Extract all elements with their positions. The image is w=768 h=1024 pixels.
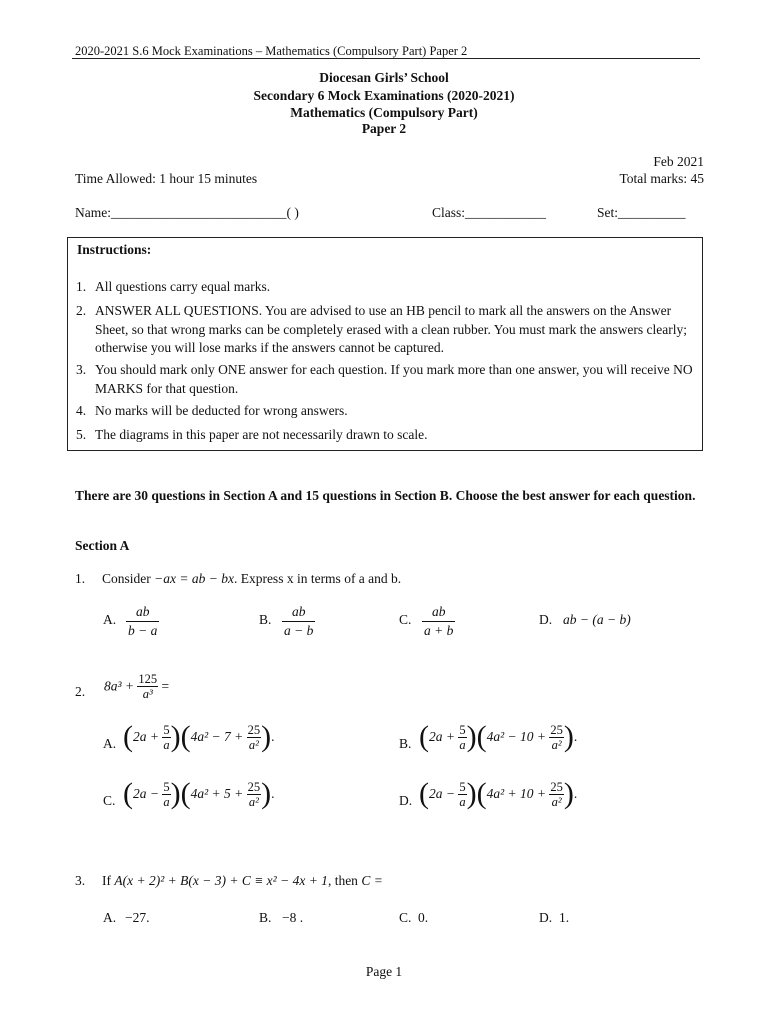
factor-term: 2a − bbox=[429, 786, 455, 801]
section-heading: Section A bbox=[75, 538, 130, 553]
subject-title: Mathematics (Compulsory Part) bbox=[290, 105, 478, 120]
fraction-denominator: a bbox=[459, 737, 466, 752]
instruction-item bbox=[76, 361, 696, 398]
option-letter: C. bbox=[103, 793, 116, 808]
total-marks: Total marks: 45 bbox=[619, 171, 704, 186]
q1-equation: −ax = ab − bx bbox=[154, 571, 234, 586]
fraction-denominator: a − b bbox=[284, 623, 314, 638]
question-stem bbox=[102, 873, 383, 889]
fraction-denominator: a bbox=[163, 737, 170, 752]
factor-term: 2a + bbox=[429, 729, 455, 744]
page-number: Page 1 bbox=[365, 964, 403, 979]
option-letter: B. bbox=[399, 736, 412, 751]
fraction-numerator: 5 bbox=[459, 779, 466, 794]
factor-term: 2a + bbox=[133, 729, 159, 744]
option-c-expression: (2a − $\frac{5}{a}$ )(4a² + 5 + $\frac{25}{\text{a²}}$ ). bbox=[123, 777, 275, 810]
factor-term: 4a² + 5 + bbox=[190, 786, 244, 801]
q3-if: If bbox=[102, 873, 111, 888]
option-letter: D. bbox=[539, 612, 553, 627]
option-letter: B. bbox=[259, 910, 272, 925]
instruction-text: You should mark only ONE answer for each question. If you mark more than one answer, you will receive NO MARKS for that question. bbox=[95, 362, 693, 396]
option-a-value: −27. bbox=[125, 910, 150, 925]
fraction-denominator: a² bbox=[549, 794, 564, 809]
time-allowed: Time Allowed: 1 hour 15 minutes bbox=[75, 171, 258, 186]
fraction-numerator: 125 bbox=[138, 672, 158, 686]
instructions-box bbox=[67, 237, 703, 451]
option-c-fraction bbox=[422, 603, 455, 640]
instruction-text: The diagrams in this paper are not necessarily drawn to scale. bbox=[95, 427, 428, 442]
fraction-denominator: a³ bbox=[137, 686, 158, 701]
fraction-numerator: ab bbox=[135, 604, 150, 619]
fraction-denominator: a² bbox=[247, 737, 262, 752]
instruction-item bbox=[76, 278, 696, 297]
fraction-numerator: 5 bbox=[163, 779, 170, 794]
exam-title: Secondary 6 Mock Examinations (2020-2021) bbox=[253, 88, 515, 103]
option-letter: A. bbox=[103, 910, 117, 925]
option-a-fraction bbox=[126, 603, 159, 640]
question-number: 3. bbox=[75, 873, 86, 888]
fraction-numerator: 25 bbox=[550, 722, 563, 737]
fraction-numerator: 25 bbox=[550, 779, 563, 794]
fraction-denominator: a bbox=[163, 794, 170, 809]
class-field: Class:____________ bbox=[432, 205, 547, 220]
q2-equals: = bbox=[161, 678, 170, 694]
instruction-number: 4. bbox=[76, 403, 87, 418]
fraction-numerator: 5 bbox=[459, 722, 466, 737]
option-letter: B. bbox=[259, 612, 272, 627]
fraction-denominator: b − a bbox=[128, 623, 158, 638]
fraction-denominator: a bbox=[459, 794, 466, 809]
option-letter: C. bbox=[399, 612, 412, 627]
factor-term: 4a² − 7 + bbox=[190, 729, 244, 744]
option-letter: C. bbox=[399, 910, 412, 925]
q3-variable: C = bbox=[361, 873, 383, 888]
question-stem bbox=[104, 672, 169, 701]
question-stem bbox=[102, 571, 401, 587]
fraction-numerator: 5 bbox=[163, 722, 170, 737]
factor-term: 4a² − 10 + bbox=[486, 729, 547, 744]
school-name: Diocesan Girls’ School bbox=[319, 70, 449, 85]
question-number: 1. bbox=[75, 571, 86, 586]
instruction-item bbox=[76, 426, 696, 445]
question-number: 2. bbox=[75, 684, 86, 699]
option-b-fraction bbox=[282, 603, 315, 640]
factor-term: 2a − bbox=[133, 786, 159, 801]
option-d-expression: ab − (a − b) bbox=[563, 612, 631, 627]
fraction-denominator: a + b bbox=[424, 623, 454, 638]
instruction-text: No marks will be deducted for wrong answers. bbox=[95, 403, 348, 418]
instructions-title: Instructions: bbox=[77, 242, 152, 257]
instruction-text: All questions carry equal marks. bbox=[95, 279, 271, 294]
paper-title: Paper 2 bbox=[361, 121, 407, 136]
q3-then: , then bbox=[327, 873, 358, 888]
instruction-text: ANSWER ALL QUESTIONS. You are advised to use an HB pencil to mark all the answers on the Answer Sheet, so that wrong marks can be completely erased with a clean rubber. You must mark the answers clearly; otherwise you will lose marks if the answers cannot be captured. bbox=[95, 303, 687, 355]
q2-lead: 8a³ + bbox=[104, 678, 135, 694]
name-field: Name:__________________________( ) bbox=[75, 205, 299, 220]
option-d-value: 1. bbox=[559, 910, 570, 925]
instruction-number: 3. bbox=[76, 362, 87, 377]
instruction-number: 1. bbox=[76, 279, 87, 294]
q3-identity: A(x + 2)² + B(x − 3) + C ≡ x² − 4x + 1 bbox=[114, 873, 328, 888]
fraction-numerator: ab bbox=[431, 604, 446, 619]
instruction-number: 5. bbox=[76, 427, 87, 442]
option-letter: D. bbox=[539, 910, 553, 925]
fraction-numerator: 25 bbox=[247, 722, 261, 737]
instruction-item bbox=[76, 302, 696, 358]
option-a-expression: (2a + $\frac{5}{a}$ )(4a² − 7 + $\frac{25}{\text{a²}}$ ). bbox=[123, 720, 275, 753]
option-letter: A. bbox=[103, 736, 117, 751]
section-intro: There are 30 questions in Section A and 15 questions in Section B. Choose the best answer for each question. bbox=[75, 488, 696, 503]
set-field: Set:__________ bbox=[597, 205, 686, 220]
option-d-expression: (2a − $\frac{5}{a}$ )(4a² + 10 + $\frac{25}{\text{a²}}$ ). bbox=[419, 777, 578, 810]
option-b-expression: (2a + $\frac{5}{a}$ )(4a² − 10 + $\frac{25}{\text{a²}}$ ). bbox=[419, 720, 578, 753]
option-letter: A. bbox=[103, 612, 117, 627]
running-header: 2020-2021 S.6 Mock Examinations – Mathematics (Compulsory Part) Paper 2 bbox=[75, 44, 468, 58]
fraction-denominator: a² bbox=[549, 737, 564, 752]
instruction-item bbox=[76, 402, 696, 421]
q1-consider: Consider bbox=[102, 571, 151, 586]
instruction-number: 2. bbox=[76, 303, 87, 318]
option-letter: D. bbox=[399, 793, 413, 808]
q1-rest: . Express x in terms of a and b. bbox=[233, 571, 402, 586]
exam-date: Feb 2021 bbox=[653, 154, 704, 169]
fraction-numerator: ab bbox=[291, 604, 306, 619]
fraction-numerator: 25 bbox=[247, 779, 261, 794]
option-c-value: 0. bbox=[418, 910, 429, 925]
option-b-value: −8 . bbox=[282, 910, 304, 925]
factor-term: 4a² + 10 + bbox=[486, 786, 547, 801]
fraction-denominator: a² bbox=[247, 794, 262, 809]
header-divider bbox=[72, 58, 700, 59]
